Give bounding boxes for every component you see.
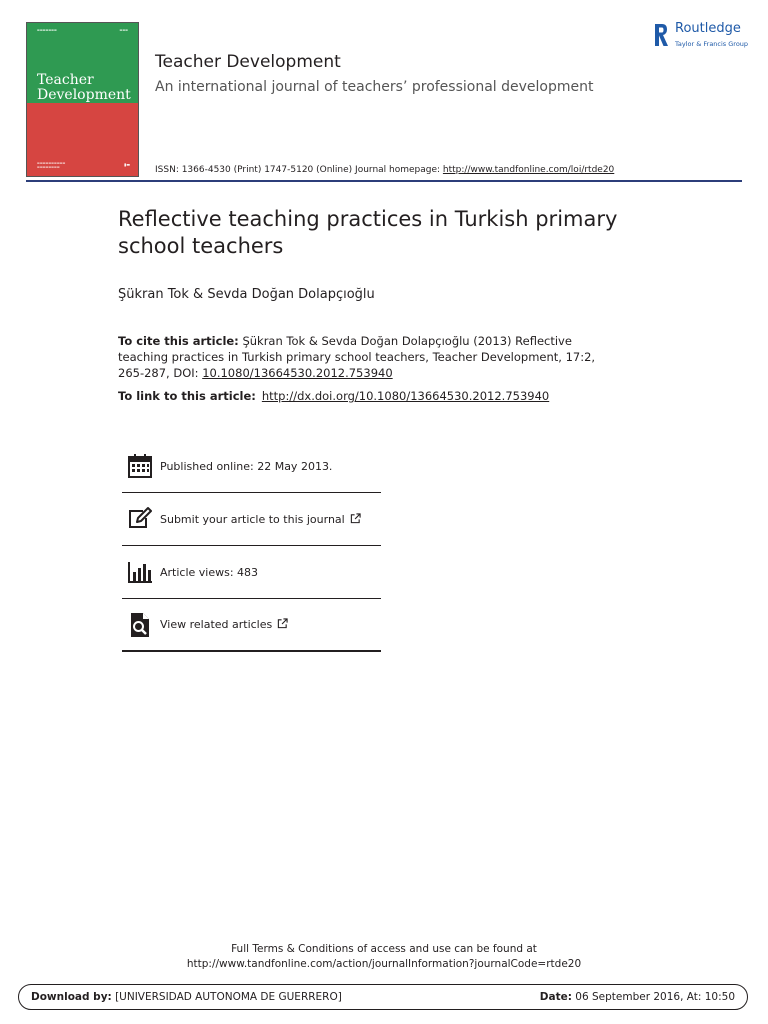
submit-article-link[interactable]: Submit your article to this journal [160, 512, 345, 526]
submit-article-row[interactable] [122, 493, 381, 546]
external-link-icon [350, 513, 361, 524]
journal-subtitle: An international journal of teachers’ professional development [155, 79, 594, 95]
citation-block [118, 333, 618, 381]
article-authors: Şükran Tok & Sevda Doğan Dolapçıoğlu [118, 287, 375, 302]
edit-icon [126, 505, 154, 533]
citation-label: To cite this article: [118, 334, 239, 348]
terms-url[interactable]: http://www.tandfonline.com/action/journalInformation?journalCode=rtde20 [186, 958, 582, 970]
publisher-group: Taylor & Francis Group [675, 40, 749, 48]
publisher-name: Routledge [675, 21, 741, 36]
cover-title: Teacher Development [37, 72, 131, 103]
journal-title: Teacher Development [155, 52, 341, 72]
external-link-icon [277, 618, 288, 629]
download-info: Download by: [UNIVERSIDAD AUTONOMA DE GUERRERO] [31, 991, 342, 1003]
cover-footnote: ▬▬▬▬▬▬▬▬▬▬ ▬▬▬▬▬▬▬▬ [37, 161, 66, 169]
article-views: Article views: 483 [160, 565, 259, 579]
document-search-icon [126, 611, 154, 639]
article-views-row [122, 546, 381, 599]
article-title: Reflective teaching practices in Turkish primary school teachers [118, 207, 618, 258]
bar-chart-icon [126, 558, 154, 586]
published-date: Published online: 22 May 2013. [160, 459, 333, 473]
header-rule [26, 180, 742, 182]
journal-cover [26, 22, 139, 177]
citation-doi-link[interactable]: 10.1080/13664530.2012.753940 [202, 366, 393, 380]
publisher-logo [652, 20, 747, 52]
related-articles-link[interactable]: View related articles [160, 618, 273, 631]
issn-line: ISSN: 1366-4530 (Print) 1747-5120 (Online) Journal homepage: http://www.tandfonline.com/loi/rtde20 [155, 165, 615, 175]
journal-homepage-link[interactable]: http://www.tandfonline.com/loi/rtde20 [442, 165, 615, 175]
download-date: Date: 06 September 2016, At: 10:50 [539, 991, 735, 1003]
calendar-icon [126, 452, 154, 480]
cover-issue-strip: ▬▬▬▬▬▬▬ ▬▬▬ [37, 28, 128, 32]
article-doi-link[interactable]: http://dx.doi.org/10.1080/13664530.2012.753940 [261, 389, 550, 403]
terms-notice [0, 942, 768, 972]
cover-publisher-mark: ▮▬ [124, 162, 130, 167]
article-link-block [118, 389, 549, 403]
terms-line: Full Terms & Conditions of access and use can be found at [231, 943, 537, 955]
citation-text: Şükran Tok & Sevda Doğan Dolapçıoğlu (2013) Reflective teaching practices in Turkish primary school teachers, Teacher Development, 17:2, 265-287, DOI: [118, 334, 596, 380]
article-link-label: To link to this article: [118, 389, 256, 403]
article-info-list [122, 440, 381, 652]
related-articles-row[interactable] [122, 599, 381, 652]
routledge-logo-icon [652, 22, 670, 48]
download-footer [18, 984, 748, 1010]
published-row [122, 440, 381, 493]
